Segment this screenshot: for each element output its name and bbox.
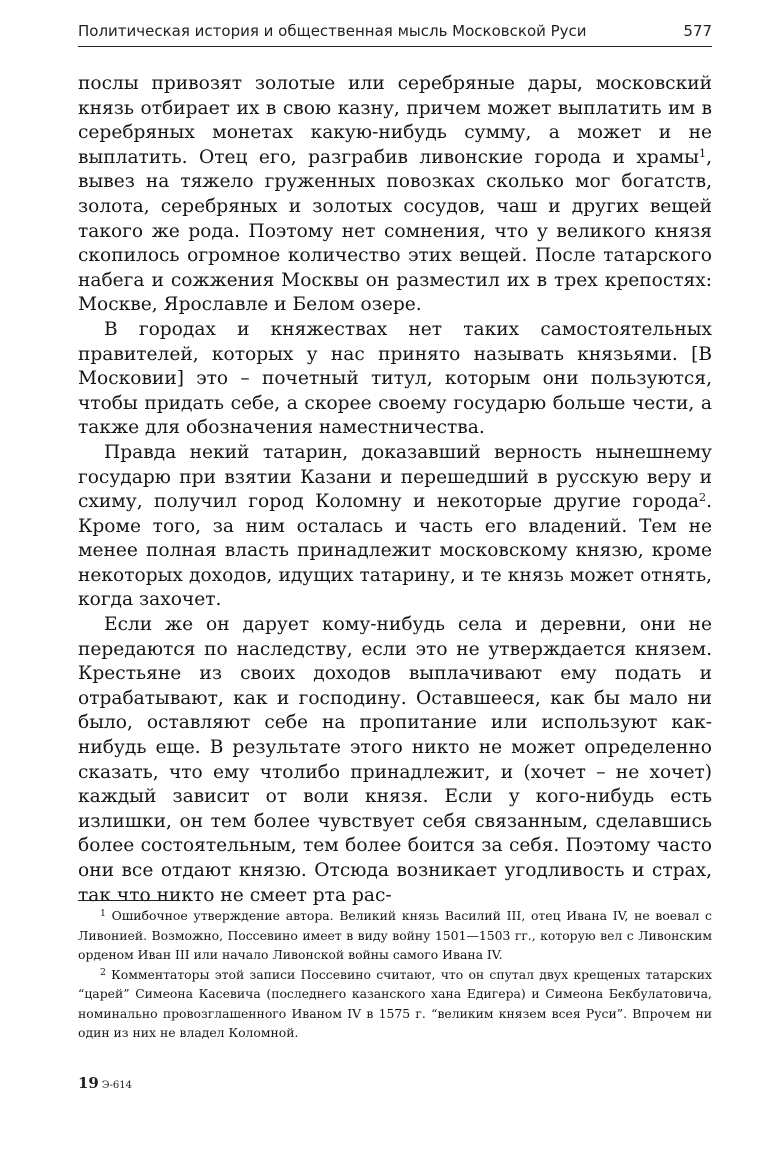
footnote-number: 1 [100,907,106,919]
footnote-text: Ошибочное утверждение автора. Великий князь Василий III, отец Ивана IV, не воевал с Ливонией. Возможно, Поссевино имеет в виду войну 1501—1503 гг., которую вел с Ливонским орденом Иван III или начало Ливонской войны самого Ивана IV. [78,908,712,962]
main-text [78,72,712,908]
printer-signature [78,1074,132,1092]
footnote [78,965,712,1043]
paragraph-text: . Кроме того, за ним осталась и часть его владений. Тем не менее полная власть принадлежит московскому князю, кроме некоторых доходов, идущих татарину, и те князь может отнять, когда захочет. [78,491,712,611]
paragraph-text: Правда некий татарин, доказавший верность нынешнему государю при взятии Казани и перешедший в русскую веру и схиму, получил город Коломну и некоторые другие города [78,441,712,513]
footnotes [78,906,712,1043]
footnote-ref[interactable]: 2 [698,490,707,504]
footnote-text: Комментаторы этой записи Поссевино считают, что он спутал двух крещеных татарских “царей” Симеона Касевича (последнего казанского хана Едигера) и Симеона Бекбулатовича, номинально провозглашенного Иваном IV в 1575 г. “великим князем всея Руси”. Впрочем ни один из них не владел Коломной. [78,966,712,1040]
paragraph-text: , вывез на тяжело груженных повозках сколько мог богатств, золота, серебряных и золотых сосудов, чаш и других вещей такого же рода. Поэтому нет сомнения, что у великого князя скопилось огромное количество этих вещей. После татарского набега и сожжения Москвы он разместил их в трех крепостях: Москве, Ярославле и Белом озере. [78,146,712,316]
page-number: 577 [683,22,712,40]
paragraph: Если же он дарует кому-нибудь села и деревни, они не передаются по наследству, если это не утверждается князем. Крестьяне из своих доходов выплачивают ему подать и отрабатывают, как и господину. Оставшееся, как бы мало ни было, оставляют себе на пропитание или используют как-нибудь еще. В результате этого никто не может определенно сказать, что ему чтолибо принадлежит, и (хочет – не хочет) каждый зависит от воли князя. Если у кого-нибудь есть излишки, он тем более чувствует себя связанным, сделавшись более состоятельным, тем более боится за себя. Поэтому часто они все отдают князю. Отсюда возникает угодливость и страх, так что никто не смеет рта рас- [78,614,712,906]
footnote-divider [78,900,176,901]
signature-code: Э-614 [101,1080,132,1091]
paragraph-text: послы привозят золотые или серебряные дары, московский князь отбирает их в свою казну, причем может выплатить им в серебряных монетах какую-нибудь сумму, а может и не выплатить. Отец его, разграбив ливонские города и храмы [78,73,712,168]
running-header [78,22,712,47]
running-title: Политическая история и общественная мысль Московской Руси [78,22,587,40]
signature-sheet: 19 [78,1074,99,1092]
footnote [78,906,712,965]
paragraph: В городах и княжествах нет таких самостоятельных правителей, которых у нас принято называть князьями. [В Московии] это – почетный титул, которым они пользуются, чтобы придать себе, а скорее своему государю больше чести, а также для обозначения наместничества. [78,318,712,439]
paragraph [78,441,712,613]
footnote-number: 2 [100,966,106,978]
footnote-ref[interactable]: 1 [698,146,707,160]
paragraph [78,72,712,318]
